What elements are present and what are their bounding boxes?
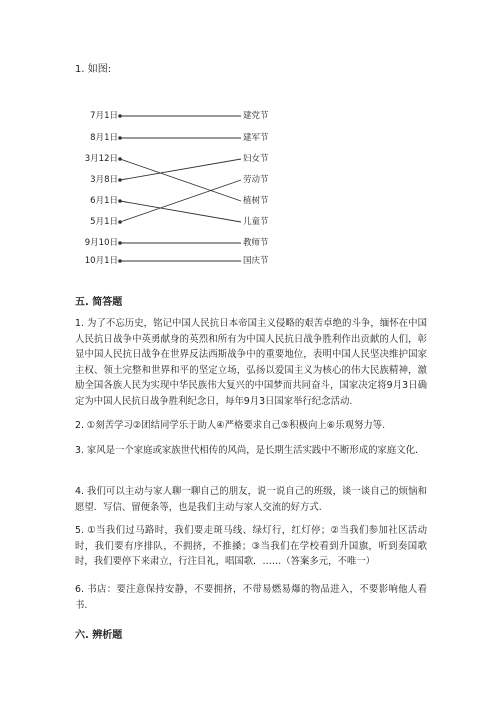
question-1-label: 1. 如图: xyxy=(75,64,112,75)
match-dot xyxy=(119,137,122,140)
section-5-heading: 五. 简答题 xyxy=(75,297,123,308)
match-dot xyxy=(119,158,122,161)
festival-label: 儿童节 xyxy=(243,217,269,227)
date-label: 7月1日 xyxy=(90,111,118,121)
matching-lines xyxy=(0,0,500,290)
festival-label: 劳动节 xyxy=(243,175,269,185)
answer-5: 5. ①当我们过马路时，我们要走斑马线、绿灯行，红灯停；②当我们参加社区活动时，我们要有序排队，不拥挤，不推搡；③当我们在学校看到升国旗，听到奏国歌时，我们要停下来肃立，行注目礼，唱国歌．……（答案多元，不唯一） xyxy=(75,525,427,568)
match-line xyxy=(120,159,241,201)
match-dot xyxy=(119,221,122,224)
answer-6: 6. 书店：要注意保持安静，不要拥挤，不带易燃易爆的物品进入，不要影响他人看书. xyxy=(75,584,427,611)
match-dot xyxy=(119,200,122,203)
match-line xyxy=(120,180,241,222)
date-label: 8月1日 xyxy=(90,133,118,143)
answer-3: 3. 家风是一个家庭或家族世代相传的风尚，是长期生活实践中不断形成的家庭文化. xyxy=(75,445,419,456)
date-label: 3月8日 xyxy=(90,175,118,185)
answer-4: 4. 我们可以主动与家人聊一聊自己的朋友，说一说自己的班级，谈一谈自己的烦恼和愿望．写信、留便条等，也是我们主动与家人交流的好方式. xyxy=(75,486,427,513)
answer-1: 1. 为了不忘历史，铭记中国人民抗日本帝国主义侵略的艰苦卓绝的斗争，缅怀在中国人民抗日战争中英勇献身的英烈和所有为中国人民抗日战争胜利作出贡献的人们，彰显中国人民抗日战争在世界反法西斯战争中的重要地位，表明中国人民坚决维护国家主权、领土完整和世界和平的坚定立场，弘扬以爱国主义为核心的伟大民族精神，激励全国各族人民为实现中华民族伟大复兴的中国梦而共同奋斗，国家决定将9月3日确定为中国人民抗日战争胜利纪念日，每年9月3日国家举行纪念活动. xyxy=(75,318,427,407)
date-label: 5月1日 xyxy=(90,217,118,227)
answer-2: 2. ①刻苦学习②团结同学乐于助人④严格要求自己⑤积极向上⑥乐观努力等. xyxy=(75,420,386,431)
date-label: 10月1日 xyxy=(84,256,118,266)
festival-label: 教师节 xyxy=(243,238,269,248)
date-label: 3月12日 xyxy=(84,154,118,164)
festival-label: 妇女节 xyxy=(243,154,269,164)
date-label: 6月1日 xyxy=(90,196,118,206)
date-label: 9月10日 xyxy=(84,238,118,248)
match-dot xyxy=(119,242,122,245)
match-line xyxy=(120,159,241,180)
match-dot xyxy=(119,260,122,263)
match-line xyxy=(120,201,241,222)
festival-label: 建党节 xyxy=(243,111,269,121)
match-dot xyxy=(119,115,122,118)
festival-label: 国庆节 xyxy=(243,256,269,266)
festival-label: 建军节 xyxy=(243,133,269,143)
match-dot xyxy=(119,179,122,182)
festival-label: 植树节 xyxy=(243,196,269,206)
section-6-heading: 六. 辨析题 xyxy=(75,630,123,641)
